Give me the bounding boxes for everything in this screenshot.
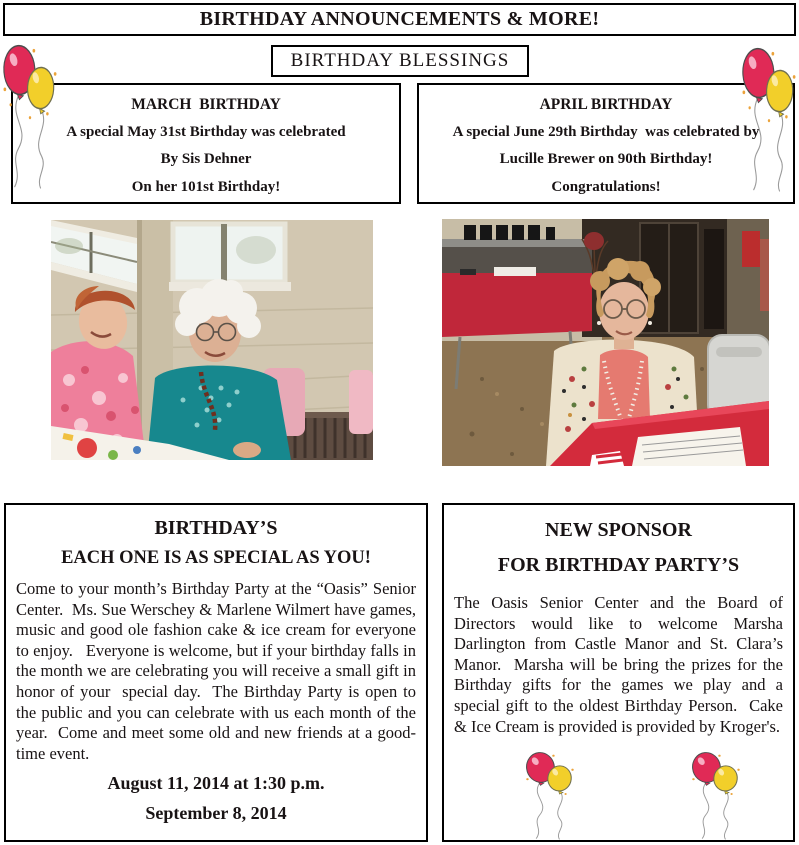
page-title: BIRTHDAY ANNOUNCEMENTS & MORE! xyxy=(199,8,600,30)
march-title: MARCH BIRTHDAY xyxy=(131,96,281,113)
april-title: APRIL BIRTHDAY xyxy=(539,96,673,113)
balloons-icon xyxy=(690,751,742,841)
blessings-title: BIRTHDAY BLESSINGS xyxy=(290,50,510,71)
march-line: A special May 31st Birthday was celebrated xyxy=(66,123,346,140)
april-birthday-box xyxy=(417,83,795,204)
party-date-august: August 11, 2014 at 1:30 p.m. xyxy=(107,773,325,794)
march-line: By Sis Dehner xyxy=(160,151,252,167)
birthdays-heading: BIRTHDAY’S xyxy=(154,517,278,539)
new-sponsor-box xyxy=(442,503,795,842)
header-box xyxy=(3,3,796,36)
april-line: Lucille Brewer on 90th Birthday! xyxy=(499,151,713,167)
march-line: On her 101st Birthday! xyxy=(131,178,281,195)
april-line: Congratulations! xyxy=(551,178,661,195)
birthdays-subheading: EACH ONE IS AS SPECIAL AS YOU! xyxy=(61,548,371,568)
blessings-box xyxy=(271,45,529,77)
sponsor-heading: NEW SPONSOR xyxy=(545,519,692,541)
april-line: A special June 29th Birthday was celebrated by xyxy=(452,123,760,140)
photo-march-birthday xyxy=(51,220,373,460)
birthdays-info-box xyxy=(4,503,428,842)
birthdays-paragraph: Come to your month’s Birthday Party at the “Oasis” Senior Center. Ms. Sue Werschey & Marlene Wilmert have games, music and good ole fashion cake & ice cream for everyone to enjoy. Everyone is welcome, but if your birthday falls in the month we are celebrating you will receive a small gift in honor of your special day. The Birthday Party is open to the public and you can celebrate with us each month of the year. Come and meet some old and new friends at a good-time event. xyxy=(16,579,425,763)
sponsor-paragraph: The Oasis Senior Center and the Board of Directors would like to welcome Marsha Darlington from Castle Manor and St. Clara’s Manor. Marsha will be bring the prizes for the Birthday gifts for the games we play and a special gift to the oldest Birthday Person. Cake & Ice Cream is provided is provided by Kroger's. xyxy=(454,593,788,736)
sponsor-subheading: FOR BIRTHDAY PARTY’S xyxy=(497,554,740,576)
balloons-icon xyxy=(740,46,798,194)
photo-april-birthday xyxy=(442,219,769,466)
balloons-icon xyxy=(1,43,59,191)
party-date-september: September 8, 2014 xyxy=(145,803,287,824)
march-birthday-box xyxy=(11,83,401,204)
balloons-icon xyxy=(524,751,576,841)
